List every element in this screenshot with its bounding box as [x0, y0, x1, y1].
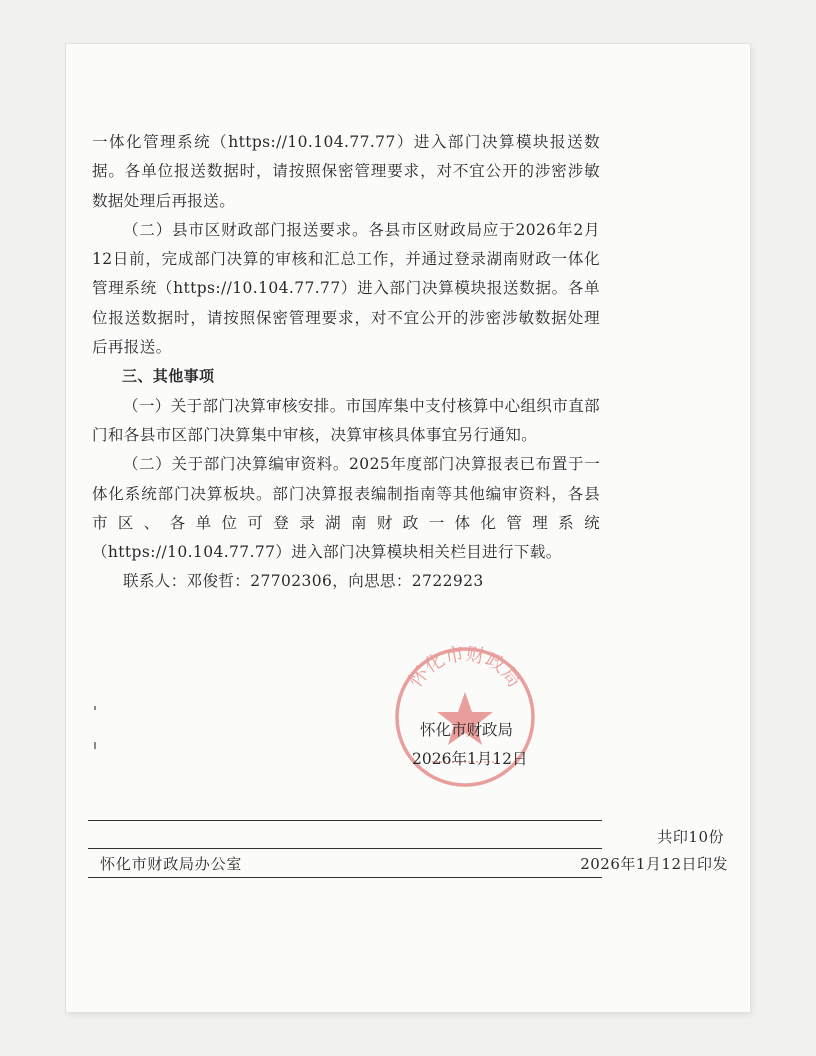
footer-rule-bottom [88, 877, 602, 878]
signature-date: 2026年1月12日 [412, 750, 528, 768]
footer-rule-top [88, 820, 602, 821]
scan-speck [94, 706, 96, 710]
signature-org: 怀化市财政局 [420, 721, 514, 739]
body-paragraph: （二）县市区财政部门报送要求。各县市区财政局应于2026年2月12日前，完成部门决算的审核和汇总工作，并通过登录湖南财政一体化管理系统（https://10.104.77.77）进入部门决算模块报送数据。各单位报送数据时，请按照保密管理要求，对不宜公开的涉密涉敏数据处理后再报送。 [92, 220, 600, 357]
body-paragraph: 一体化管理系统（https://10.104.77.77）进入部门决算模块报送数据。各单位报送数据时，请按照保密管理要求，对不宜公开的涉密涉敏数据处理后再报送。 [92, 133, 600, 210]
section-heading: 三、其他事项 [122, 367, 215, 386]
footer-rule-middle [88, 848, 602, 849]
scan-speck [94, 742, 96, 749]
issue-date: 2026年1月12日印发 [580, 855, 728, 873]
signature-block [412, 716, 620, 774]
issuing-office: 怀化市财政局办公室 [100, 855, 243, 873]
seal-text: 怀化市财政局 [404, 644, 526, 692]
body-paragraph: （二）关于部门决算编审资料。2025年度部门决算报表已布置于一体化系统部门决算板块。部门决算报表编制指南等其他编审资料，各县市区、各单位可登录湖南财政一体化管理系统（https://10.104.77.77）进入部门决算模块相关栏目进行下载。 [92, 455, 600, 562]
body-paragraph: （一）关于部门决算审核安排。市国库集中支付核算中心组织市直部门和各县市区部门决算集中审核，决算审核具体事宜另行通知。 [92, 396, 601, 444]
contact-line: 联系人：邓俊哲：27702306，向思思：2722923 [123, 572, 484, 591]
print-copies: 共印10份 [657, 828, 724, 846]
document-body [92, 128, 600, 597]
